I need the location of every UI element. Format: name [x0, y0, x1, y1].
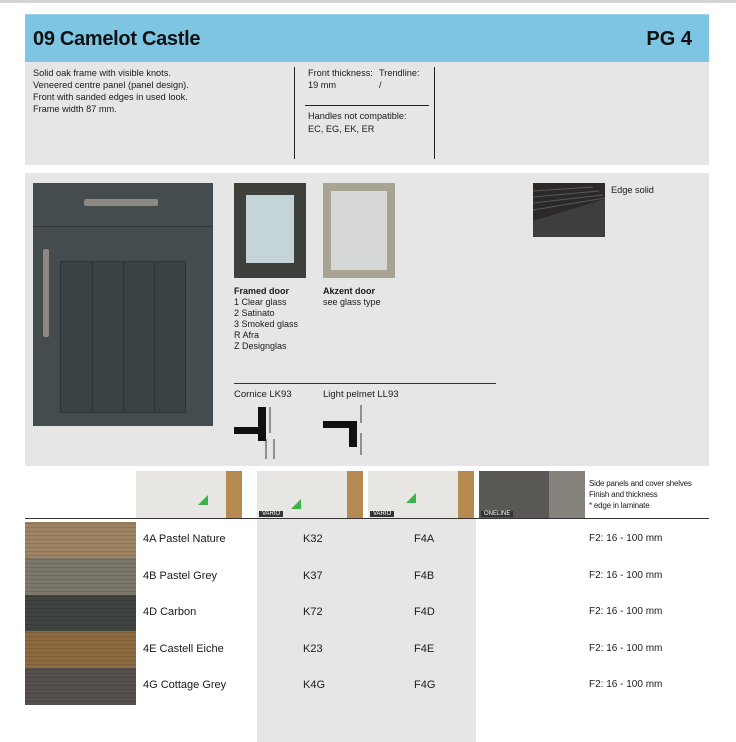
finish: F2: 16 - 100 mm — [589, 606, 663, 617]
door-image — [33, 183, 213, 426]
code-f: F4B — [414, 570, 435, 582]
handles-value: EC, EG, EK, ER — [308, 124, 375, 134]
glass-pane — [331, 191, 387, 270]
glass-pane — [246, 195, 294, 263]
groove — [154, 262, 155, 412]
thumbnail-vario-1 — [257, 471, 363, 518]
framed-door-title: Framed door — [234, 286, 290, 296]
code-k: K37 — [303, 570, 323, 582]
edge-label: Edge solid — [611, 185, 654, 195]
trendline-label: Trendline: — [379, 68, 420, 78]
divider — [305, 105, 429, 106]
doors-panel — [25, 173, 709, 466]
finish: F2: 16 - 100 mm — [589, 643, 663, 654]
color-name: 4A Pastel Nature — [143, 533, 226, 545]
glass-option: Z Designglas — [234, 341, 287, 351]
handle-vertical — [43, 249, 49, 337]
centre-panel — [60, 261, 186, 413]
code-f: F4A — [414, 533, 435, 545]
page-title: 09 Camelot Castle — [33, 28, 201, 50]
glass-option: R Afra — [234, 330, 260, 340]
handles-label: Handles not compatible: — [308, 111, 407, 121]
edge-image — [533, 183, 605, 237]
divider — [294, 67, 295, 159]
akzent-door-caption — [323, 286, 381, 308]
code-f: F4G — [414, 679, 436, 691]
vario-badge: VARIO — [259, 511, 283, 517]
color-swatch — [25, 631, 136, 668]
framed-door-image — [234, 183, 306, 278]
side-panels-line: * edge in laminate — [589, 501, 650, 510]
akzent-door-image — [323, 183, 395, 278]
code-f: F4D — [414, 606, 435, 618]
edge-marker — [291, 499, 301, 509]
pelmet-label: Light pelmet LL93 — [323, 389, 399, 400]
trendline-value: / — [379, 80, 382, 90]
panel-face — [549, 471, 585, 518]
shelf-edge — [458, 471, 474, 518]
glass-option: 2 Satinato — [234, 308, 275, 318]
price-group: PG 4 — [646, 28, 692, 50]
description-line: Solid oak frame with visible knots. — [33, 68, 171, 78]
codes-column-background — [257, 519, 476, 742]
finish: F2: 16 - 100 mm — [589, 570, 663, 581]
framed-door-caption — [234, 286, 298, 352]
edge-marker — [406, 493, 416, 503]
side-panels-line: Finish and thickness — [589, 490, 658, 499]
glass-option: 3 Smoked glass — [234, 319, 299, 329]
divider — [234, 383, 496, 384]
front-thickness-label: Front thickness: — [308, 68, 373, 78]
description-line: Veneered centre panel (panel design). — [33, 80, 189, 90]
thumbnail-vario-2 — [368, 471, 474, 518]
pelmet-profile-icon — [323, 403, 383, 463]
edge-marker — [198, 495, 208, 505]
finish: F2: 16 - 100 mm — [589, 679, 663, 690]
description-line: Frame width 87 mm. — [33, 104, 117, 114]
description-line: Front with sanded edges in used look. — [33, 92, 188, 102]
top-rule — [0, 0, 736, 3]
side-panels-line: Side panels and cover shelves — [589, 479, 692, 488]
color-name: 4G Cottage Grey — [143, 679, 227, 691]
finish: F2: 16 - 100 mm — [589, 533, 663, 544]
color-name: 4D Carbon — [143, 606, 197, 618]
code-k: K72 — [303, 606, 323, 618]
cornice-label: Cornice LK93 — [234, 389, 292, 400]
code-k: K32 — [303, 533, 323, 545]
page-header — [25, 14, 709, 63]
code-k: K23 — [303, 643, 323, 655]
drawer-seam — [33, 226, 213, 227]
handle-horizontal — [84, 199, 158, 206]
color-name: 4E Castell Eiche — [143, 643, 224, 655]
color-swatch — [25, 558, 136, 595]
color-swatch — [25, 522, 136, 559]
divider — [434, 67, 435, 159]
color-swatch — [25, 595, 136, 632]
oneline-badge: ONELINE — [481, 511, 513, 517]
cornice-profile-icon — [234, 403, 294, 463]
groove — [92, 262, 93, 412]
shelf-edge — [347, 471, 363, 518]
akzent-door-subtitle: see glass type — [323, 297, 381, 307]
color-swatch — [25, 668, 136, 705]
vario-badge: VARIO — [370, 511, 394, 517]
thumbnail-standard — [136, 471, 242, 518]
front-thickness-value: 19 mm — [308, 80, 337, 90]
info-panel — [25, 62, 709, 165]
code-f: F4E — [414, 643, 435, 655]
color-name: 4B Pastel Grey — [143, 570, 217, 582]
thumbnail-oneline — [479, 471, 585, 518]
side-panels-note — [589, 478, 692, 511]
glass-option: 1 Clear glass — [234, 297, 287, 307]
edge-texture — [533, 183, 605, 237]
code-k: K4G — [303, 679, 326, 691]
groove — [123, 262, 124, 412]
shelf-edge — [226, 471, 242, 518]
akzent-door-title: Akzent door — [323, 286, 376, 296]
description — [33, 67, 189, 115]
